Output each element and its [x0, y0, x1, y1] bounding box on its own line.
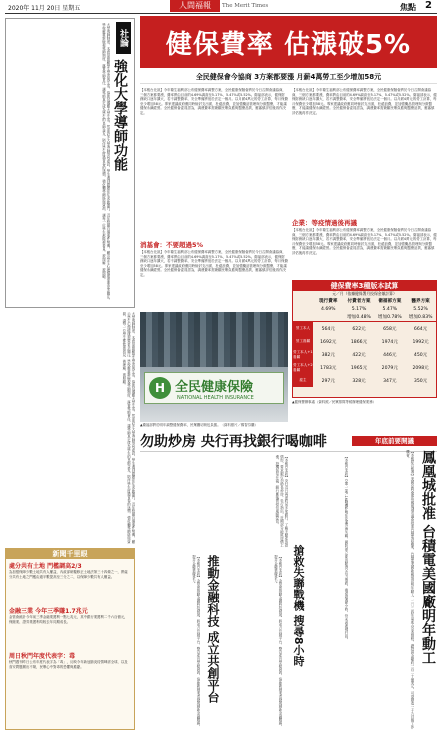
- table-row: [293, 322, 436, 335]
- news-item-title: 金融三業 今年三季賺1.7兆元: [9, 608, 88, 615]
- main-article-body-4: 【本報台北訊】今年衛生福利部公布健保費率調整方案，全民健康保險會將於今日召開會議協商，三個方案都要漲，費率將由目前的4.69%調高至5.17%、5.47%或5.52%。衛福部表示，健保財務缺口逐年擴大，若不調整費率，安全準備將低於法定一個月。以月薪4萬元的勞工計算，每月保費至少增加58元。專家建議政府應同時檢討支出面，杜絕浪費，並加強藥品管理與分級醫療，才能讓健保永續經營。全民健保會委員認為，調漲費率需兼顧民眾負擔與醫療品質，應審慎評估後再作決定。: [292, 228, 437, 255]
- editorial-continued: 大學導師制度，本意是照顧學生學習與生活，協助其適應大學生活。然而許多大學導師形同虛設，學生遇到問題往往求助無門。近年校園自傷事件頻傳，顯示學生心理健康需要更多關注。學校應重新檢視導師制度，落實導師責任，讓導師真正成為學生的良師益友，陪伴學生度過青春的迷惘，強化輔導網絡與資源，讓每一位學生都能被看見、被理解、被照顧。: [121, 312, 135, 544]
- paper-logo: [170, 0, 220, 12]
- change-cell: 增加0.83%: [408, 315, 433, 320]
- editorial-tag: 社論: [116, 22, 131, 54]
- news-item-title: 處分共有土地 門檻調高2/3: [9, 563, 82, 570]
- table-cell: 2079元: [381, 365, 398, 371]
- news-item-body: 為加強保障少數土地共有人權益，內政部研擬修正土地法第三十四條之一，將處分共有土地之門檻由過半數提高至三分之二，以保障少數共有人權益。: [9, 570, 128, 579]
- rate-cell: 5.52%: [413, 306, 428, 312]
- main-article-body: 【本報台北訊】今年衛生福利部公布健保費率調整方案，全民健康保險會將於今日召開會議協商，三個方案都要漲，費率將由目前的4.69%調高至5.17%、5.47%或5.52%。衛福部表示，健保財務缺口逐年擴大，若不調整費率，安全準備將低於法定一個月。以月薪4萬元的勞工計算，每月保費至少增加58元。專家建議政府應同時檢討支出面，杜絕浪費，並加強藥品管理與分級醫療，才能讓健保永續經營。全民健保會委員認為，調漲費率需兼顧民眾負擔與醫療品質，應審慎評估後再作決定。: [140, 88, 288, 115]
- masthead-divider: [5, 13, 437, 14]
- table-row: [293, 374, 436, 387]
- rate-table: [292, 280, 437, 398]
- paper-name: 人間福報: [179, 1, 211, 10]
- page-number: 2: [425, 0, 432, 11]
- article-5-tag: 年底前要開議: [352, 436, 437, 446]
- news-item: [6, 649, 134, 694]
- table-row: [293, 348, 436, 361]
- table-cell: 1965元: [350, 365, 368, 371]
- news-item-title: 周日秋門年度代表字：毒: [9, 653, 76, 660]
- news-item-body: 秋門週刊昨日公布年度代表字為「毒」，反映今年新冠肺炎疫情肆虐全球，以及食安問題層出不窮，民眾心中對毒的恐懼與擔憂。: [9, 660, 128, 669]
- table-row: [293, 335, 436, 348]
- table-cell: 658元: [383, 326, 397, 332]
- change-cell: 增加0.78%: [377, 315, 402, 320]
- row-label: 勞工眷屬: [293, 335, 313, 348]
- masthead: [0, 0, 440, 14]
- rate-cell: 5.47%: [382, 306, 398, 312]
- change-cell: 增加0.48%: [347, 315, 371, 320]
- table-cell: 297元: [321, 378, 335, 384]
- row-label: 勞工本人+2眷屬: [293, 361, 313, 374]
- table-cell: 1692元: [320, 339, 337, 345]
- main-headline: 健保費率 估漲破5%: [165, 29, 412, 60]
- main-article-body-3: 【本報台北訊】今年衛生福利部公布健保費率調整方案，全民健康保險會將於今日召開會議協商，三個方案都要漲，費率將由目前的4.69%調高至5.17%、5.47%或5.52%。衛福部表示，健保財務缺口逐年擴大，若不調整費率，安全準備將低於法定一個月。以月薪4萬元的勞工計算，每月保費至少增加58元。專家建議政府應同時檢討支出面，杜絕浪費，並加強藥品管理與分級醫療，才能讓健保永續經營。全民健保會委員認為，調漲費率需兼顧民眾負擔與醫療品質，應審慎評估後再作決定。: [292, 88, 437, 115]
- editorial: [5, 18, 135, 308]
- table-header-row: [293, 297, 436, 305]
- table-cell: 1992元: [412, 339, 429, 345]
- table-subtitle: 元／月（依據健保署月投保金額計算）: [332, 291, 397, 296]
- subhead-consumer: 消基會：不要超過5%: [140, 241, 204, 249]
- table-cell: 382元: [321, 352, 335, 358]
- article-2-body: 【本報台北訊】央行近日再度約見多家銀行，了解不動產放款情形，要求銀行勿助長炒房。央行指出，近期部分地區房價上漲，投機氣氛升溫，銀行應落實授信風險控管。: [274, 455, 288, 547]
- article-3-headline: 推動金融科技 成立共創平台: [206, 555, 220, 704]
- table-title: 健保費率3種版本試算: [293, 281, 436, 291]
- table-cell: 664元: [413, 326, 428, 332]
- subhead-enterprise: 企業：等疫情過後再議: [292, 219, 357, 227]
- main-article-body-2: 【本報台北訊】今年衛生福利部公布健保費率調整方案，全民健康保險會將於今日召開會議協商，三個方案都要漲，費率將由目前的4.69%調高至5.17%、5.47%或5.52%。衛福部表示，健保財務缺口逐年擴大，若不調整費率，安全準備將低於法定一個月。以月薪4萬元的勞工計算，每月保費至少增加58元。專家建議政府應同時檢討支出面，杜絕浪費，並加強藥品管理與分級醫療，才能讓健保永續經營。全民健保會委員認為，調漲費率需兼顧民眾負擔與醫療品質，應審慎評估後再作決定。: [140, 250, 288, 277]
- article-5-headline: 鳳凰城批准 台積電美國廠明年動工: [420, 450, 436, 665]
- editorial-body: 大學導師制度，本意是照顧學生學習與生活，協助其適應大學生活。然而許多大學導師形同虛設，學生遇到問題往往求助無門。近年校園自傷事件頻傳，顯示學生心理健康需要更多關注。學校應重新檢視導師制度，落實導師責任，讓導師真正成為學生的良師益友，陪伴學生度過青春的迷惘，強化輔導網絡與資源，讓每一位學生都能被看見、被理解、被照顧。: [101, 23, 110, 302]
- main-photo: [140, 312, 288, 422]
- change-cell: [313, 313, 344, 321]
- table-cell: 1783元: [320, 365, 337, 371]
- nhi-logo-icon: H: [149, 377, 171, 399]
- news-item: [6, 559, 134, 604]
- news-box-title: 新聞千里眼: [6, 549, 134, 559]
- article-4-headline: 搶救失聯戰機 搜尋8小時: [292, 545, 305, 667]
- row-label: 雇主: [293, 374, 313, 387]
- editorial-title: 強化大學導師功能: [112, 59, 128, 171]
- news-box: [5, 548, 135, 730]
- article-4-body: 【本報台北訊】空軍一架F-16戰機昨晚在花蓮外海失聯，國防部立即出動海空兵力搜救，搜尋超過8小時，仍未尋獲飛行員。: [344, 455, 348, 642]
- table-cell: 422元: [352, 352, 366, 358]
- table-cell: 2098元: [412, 365, 429, 371]
- sub-headline: 全民健保會今協商 3方案都要漲 月薪4萬勞工至少增加58元: [140, 70, 437, 84]
- article-5-body: 【本報綜合報導】美國亞利桑那州鳳凰城市議會批准台積電設廠案，台積電美國新廠預計明年動工，二〇二四年量產五奈米製程，總投資金額約一百二十億美元，可望創造一千九百個工作機會。: [405, 450, 414, 729]
- section-label: 焦點: [400, 3, 416, 12]
- row-label: 勞工本人+1眷屬: [293, 348, 313, 361]
- table-cell: 350元: [413, 378, 428, 384]
- article-2-headline: 勿助炒房 央行再找銀行喝咖啡: [140, 432, 437, 452]
- photo-caption: ▲衛福部將於明年調整健保費率，民眾關切荷包負擔。（資料照片／楊智芬攝）: [140, 423, 258, 427]
- table-cell: 1974元: [381, 339, 398, 345]
- table-cell: 328元: [352, 378, 366, 384]
- news-item: [6, 604, 134, 649]
- table-header: 醫界方案: [411, 299, 430, 304]
- table-rate-row: [293, 305, 436, 313]
- paper-name-en: The Merit Times: [222, 3, 269, 9]
- sign-text: 全民健康保險: [175, 380, 254, 395]
- table-cell: 564元: [321, 326, 335, 332]
- table-change-row: [293, 313, 436, 322]
- date: 2020年 11月 20日 星期五: [8, 5, 81, 12]
- sign-text-en: NATIONAL HEALTH INSURANCE: [177, 395, 254, 401]
- table-caption: ▲健保署辦事處（資料照／民眾排隊等候辦理健保業務）: [292, 400, 376, 404]
- article-3-body: 【本報台北訊】金管會推動金融科技發展，將成立共創平台，整合產官學研資源，協助新創業者發展創新金融服務，提升金融業競爭力。: [191, 555, 200, 729]
- article-3-body-2: 【本報台北訊】金管會推動金融科技發展，將成立共創平台，整合產官學研資源，協助新創業者發展創新金融服務，提升金融業競爭力。: [273, 555, 282, 729]
- news-item-body: 金管會統計今年前三季金融業獲利一點七兆元，其中銀行業獲利二千六百億元，保險業、證券業獲利均較去年同期成長。: [9, 615, 128, 624]
- table-cell: 1866元: [350, 339, 368, 345]
- table-header: 付費者方案: [347, 299, 371, 304]
- headline-banner: [140, 16, 437, 68]
- row-label: 勞工本人: [293, 322, 313, 335]
- rate-cell: 4.69%: [320, 306, 336, 312]
- table-cell: 347元: [383, 378, 397, 384]
- table-header: 衛福部方案: [378, 299, 402, 304]
- insurance-sign: [144, 372, 284, 404]
- table-row: [293, 361, 436, 374]
- rate-cell: 5.17%: [351, 306, 367, 312]
- photo-crowd: [140, 312, 288, 367]
- table-cell: 450元: [413, 352, 428, 358]
- table-header: 現行費率: [319, 299, 338, 304]
- table-cell: 622元: [352, 326, 366, 332]
- table-cell: 446元: [383, 352, 397, 358]
